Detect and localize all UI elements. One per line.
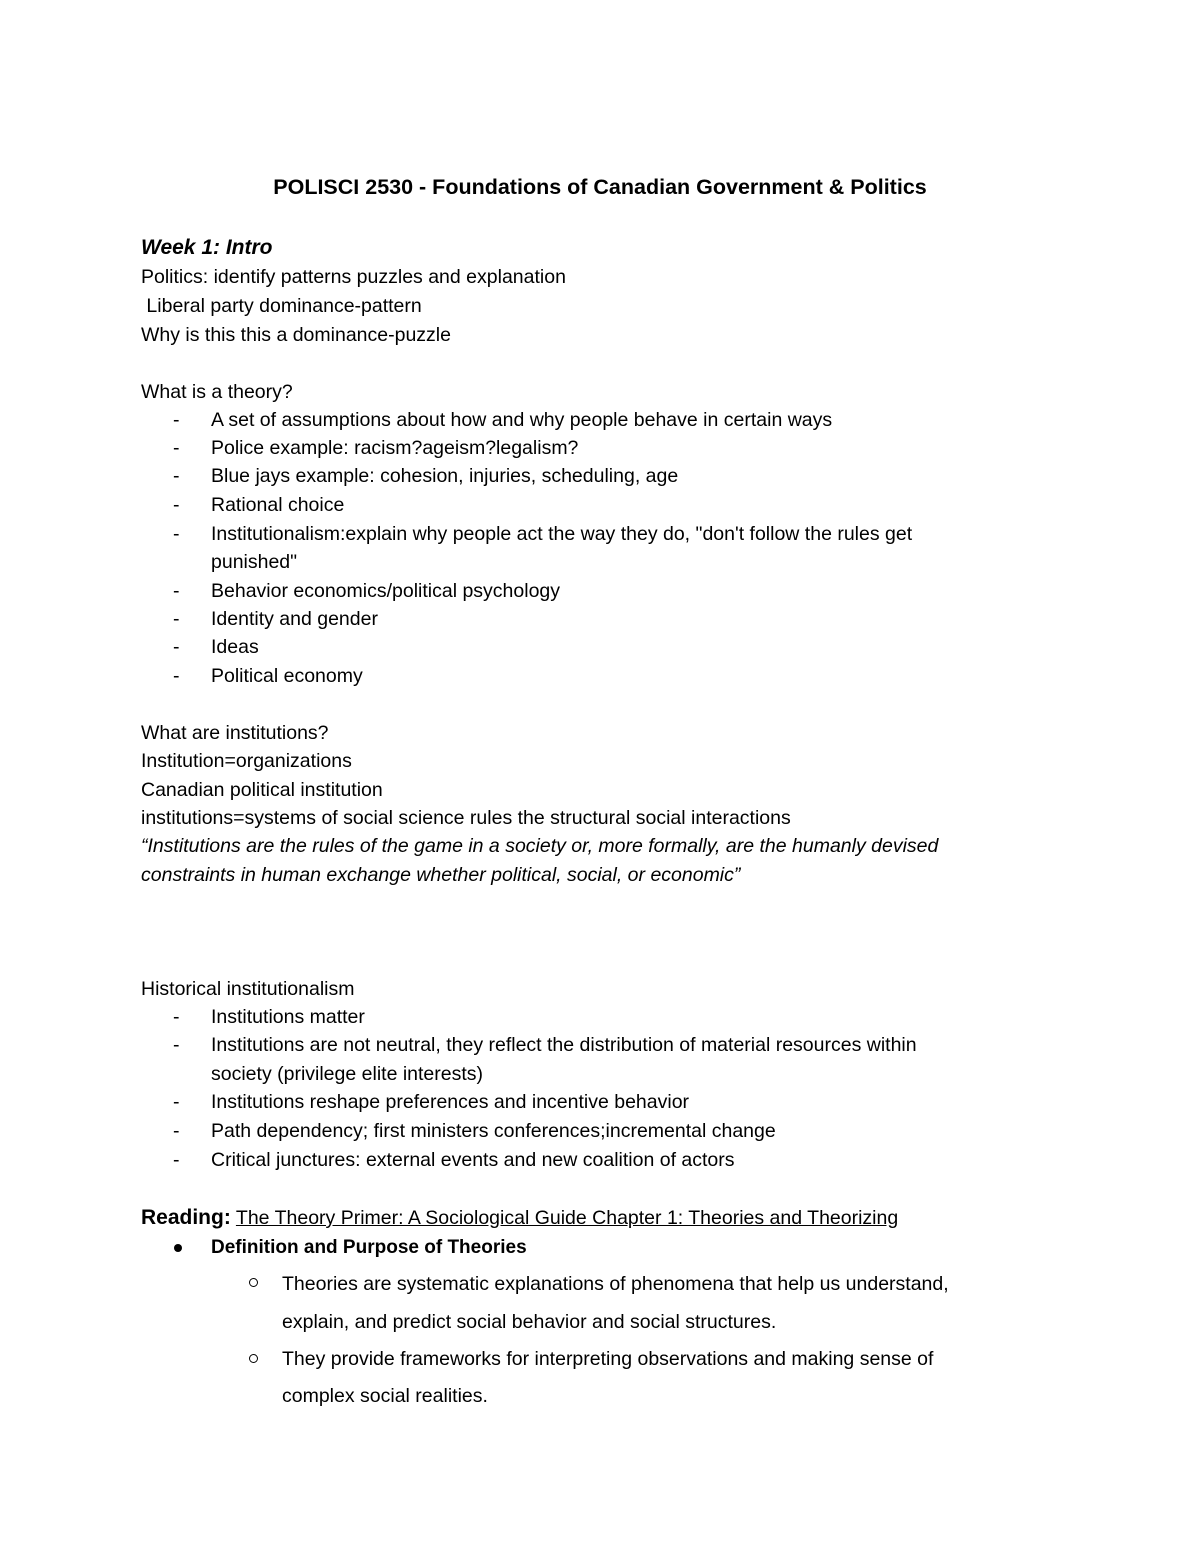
institutions-quote: constraints in human exchange whether political, social, or economic” <box>141 864 741 886</box>
institutions-line: Canadian political institution <box>141 779 383 801</box>
dash-marker: - <box>173 665 180 687</box>
sub-list-item-continuation: explain, and predict social behavior and social structures. <box>282 1311 777 1333</box>
dash-marker: - <box>173 1006 180 1028</box>
list-item: Political economy <box>211 665 363 687</box>
intro-line: Liberal party dominance-pattern <box>141 295 422 317</box>
list-item: Institutions matter <box>211 1006 365 1028</box>
dash-marker: - <box>173 1120 180 1142</box>
institutions-quote: “Institutions are the rules of the game in a society or, more formally, are the humanly devised <box>141 835 939 857</box>
list-item-continuation: punished" <box>211 551 298 573</box>
list-item: Police example: racism?ageism?legalism? <box>211 437 579 459</box>
dash-marker: - <box>173 608 180 630</box>
theory-question: What is a theory? <box>141 381 293 403</box>
reading-source-link[interactable]: The Theory Primer: A Sociological Guide Chapter 1: Theories and Theorizing <box>235 1207 899 1229</box>
institutions-line: Institution=organizations <box>141 750 352 772</box>
dash-marker: - <box>173 1034 180 1056</box>
historical-heading: Historical institutionalism <box>141 978 355 1000</box>
list-item: Critical junctures: external events and new coalition of actors <box>211 1149 735 1171</box>
week-heading: Week 1: Intro <box>141 236 273 259</box>
list-item: Rational choice <box>211 494 345 516</box>
intro-line: Politics: identify patterns puzzles and explanation <box>141 266 566 288</box>
hollow-bullet-icon <box>249 1354 258 1363</box>
list-item: Institutions are not neutral, they reflect the distribution of material resources within <box>211 1034 917 1056</box>
dash-marker: - <box>173 1091 180 1113</box>
list-item: Institutionalism:explain why people act the way they do, "don't follow the rules get <box>211 523 913 545</box>
list-item: Path dependency; first ministers conferences;incremental change <box>211 1120 776 1142</box>
list-item: Institutions reshape preferences and incentive behavior <box>211 1091 690 1113</box>
dash-marker: - <box>173 580 180 602</box>
dash-marker: - <box>173 409 180 431</box>
intro-line: Why is this this a dominance-puzzle <box>141 324 451 346</box>
list-item: Ideas <box>211 636 259 658</box>
dash-marker: - <box>173 636 180 658</box>
sub-list-item: They provide frameworks for interpreting observations and making sense of <box>282 1348 934 1370</box>
bullet-icon <box>174 1244 182 1252</box>
list-item: Behavior economics/political psychology <box>211 580 561 602</box>
list-item: Identity and gender <box>211 608 378 630</box>
list-item: A set of assumptions about how and why people behave in certain ways <box>211 409 833 431</box>
dash-marker: - <box>173 465 180 487</box>
dash-marker: - <box>173 523 180 545</box>
sub-list-item-continuation: complex social realities. <box>282 1385 488 1407</box>
reading-label: Reading: <box>141 1206 231 1229</box>
sub-list-item: Theories are systematic explanations of phenomena that help us understand, <box>282 1273 949 1295</box>
hollow-bullet-icon <box>249 1278 258 1287</box>
institutions-line: institutions=systems of social science rules the structural social interactions <box>141 807 791 829</box>
dash-marker: - <box>173 1149 180 1171</box>
document-title: POLISCI 2530 - Foundations of Canadian Government & Politics <box>273 175 927 199</box>
institutions-question: What are institutions? <box>141 722 329 744</box>
dash-marker: - <box>173 437 180 459</box>
reading-line <box>141 1204 898 1232</box>
bullet-heading: Definition and Purpose of Theories <box>211 1237 527 1258</box>
list-item-continuation: society (privilege elite interests) <box>211 1063 484 1085</box>
dash-marker: - <box>173 494 180 516</box>
list-item: Blue jays example: cohesion, injuries, scheduling, age <box>211 465 679 487</box>
